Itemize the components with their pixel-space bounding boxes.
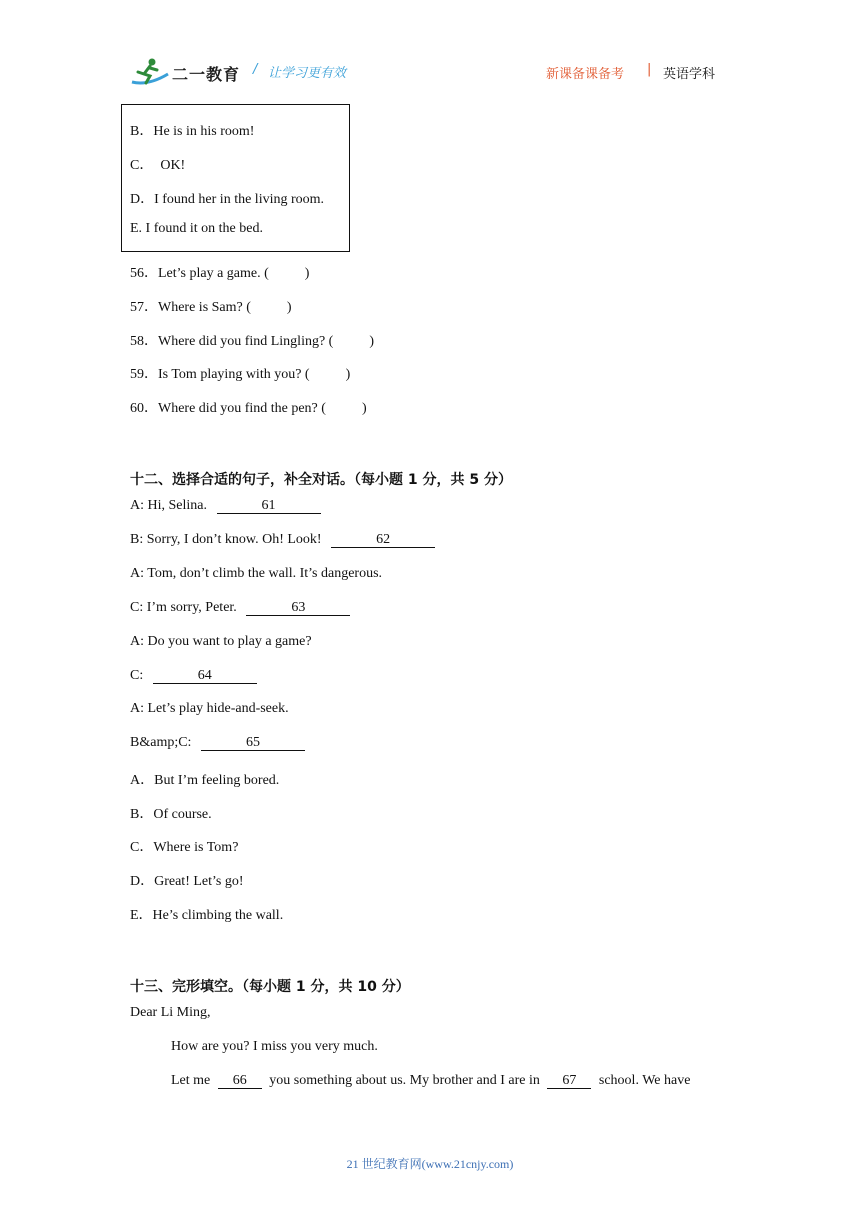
question-text: 59．Is Tom playing with you? ( [130, 367, 310, 382]
question-close: ) [361, 401, 367, 416]
slogan: 让学习更有效 [268, 66, 347, 81]
letter-text: you something about us. My brother and I are in [269, 1073, 540, 1088]
question-56 [130, 262, 309, 282]
question-close: ) [369, 334, 375, 349]
blank-64[interactable]: 64 [153, 669, 257, 684]
logo-text: 二一教育 [172, 65, 241, 84]
blank-63[interactable]: 63 [246, 601, 350, 616]
choice-option: B．Of course. [130, 807, 212, 822]
question-close: ) [345, 367, 351, 382]
letter-paragraph: How are you? I miss you very much. [171, 1039, 378, 1054]
choice-option: C．Where is Tom? [130, 840, 239, 855]
letter-text: school. We have [598, 1073, 691, 1088]
question-close: ) [304, 266, 310, 281]
question-close: ) [286, 300, 292, 315]
choice-option: E．He’s climbing the wall. [130, 908, 284, 923]
dialogue-text: B&amp;C: [130, 735, 192, 750]
choice-option: A．But I’m feeling bored. [130, 773, 280, 788]
letter-text: Let me [171, 1073, 211, 1088]
dialogue-line [130, 532, 435, 548]
choice-option: D．Great! Let’s go! [130, 874, 244, 889]
box-option: C． OK! [130, 158, 186, 173]
section-12-heading: 十二、选择合适的句子，补全对话。（每小题 1 分，共 5 分） [130, 472, 512, 488]
dialogue-line [130, 668, 257, 684]
box-option: B．He is in his room! [130, 124, 255, 139]
letter-salutation: Dear Li Ming, [130, 1005, 211, 1020]
dialogue-text: B: Sorry, I don’t know. Oh! Look! [130, 532, 322, 547]
question-60 [130, 397, 367, 417]
dialogue-text: C: I’m sorry, Peter. [130, 600, 237, 615]
blank-66[interactable]: 66 [218, 1074, 262, 1089]
question-59 [130, 363, 350, 383]
page-footer: 21 世纪教育网(www.21cnjy.com) [346, 1157, 514, 1171]
question-text: 60．Where did you find the pen? ( [130, 401, 326, 416]
dialogue-line [130, 701, 289, 717]
runner-logo-icon [130, 56, 170, 88]
dialogue-text: A: Hi, Selina. [130, 498, 207, 513]
dialogue-line [130, 566, 382, 582]
dialogue-line [130, 735, 305, 751]
box-option: E. I found it on the bed. [130, 221, 263, 236]
dialogue-text: A: Let’s play hide-and-seek. [130, 701, 289, 716]
header-subject: 英语学科 [663, 67, 716, 82]
dialogue-line [130, 600, 350, 616]
question-57 [130, 296, 292, 316]
question-text: 56．Let’s play a game. ( [130, 266, 269, 281]
letter-paragraph [171, 1073, 690, 1089]
blank-67[interactable]: 67 [547, 1074, 591, 1089]
header-separator: | [647, 62, 652, 77]
slogan-separator: / [253, 62, 258, 77]
dialogue-text: A: Do you want to play a game? [130, 634, 312, 649]
question-text: 58．Where did you find Lingling? ( [130, 334, 334, 349]
dialogue-text: C: [130, 668, 144, 683]
question-text: 57．Where is Sam? ( [130, 300, 251, 315]
blank-65[interactable]: 65 [201, 736, 305, 751]
blank-62[interactable]: 62 [331, 533, 435, 548]
section-13-heading: 十三、完形填空。（每小题 1 分，共 10 分） [130, 979, 410, 995]
dialogue-line [130, 498, 321, 514]
header-tagline: 新课备课备考 [546, 67, 625, 82]
blank-61[interactable]: 61 [217, 499, 321, 514]
dialogue-text: A: Tom, don’t climb the wall. It’s dangerous. [130, 566, 383, 581]
box-option: D．I found her in the living room. [130, 192, 325, 207]
dialogue-line [130, 634, 312, 650]
question-58 [130, 330, 374, 350]
